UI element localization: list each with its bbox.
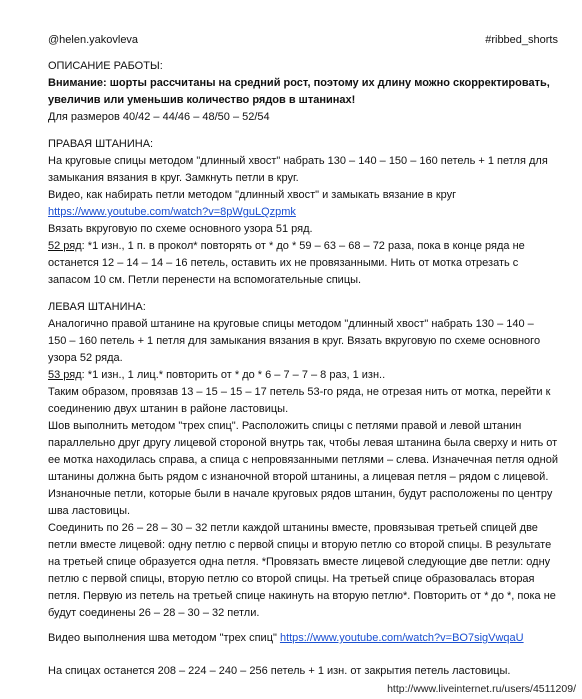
warning-line-2: увеличив или уменьшив количество рядов в штанинах! — [48, 94, 356, 106]
sizes-line: Для размеров 40/42 – 44/46 – 48/50 – 52/54 — [48, 111, 270, 123]
warning-line-1: Внимание: шорты рассчитаны на средний рост, поэтому их длину можно скорректировать, — [48, 77, 550, 89]
right-leg-row-52 — [48, 239, 525, 253]
row-52-text: : *1 изн., 1 п. в прокол* повторять от * до * 59 – 63 – 68 – 72 раза, пока в конце ряда не — [81, 240, 525, 252]
seam-line-1: Шов выполнить методом "трех спиц". Расположить спицы с петлями правой и левой штанин — [48, 420, 522, 432]
seam-line-12: будут соединены 26 – 28 – 30 – 32 петли. — [48, 607, 260, 619]
seam-line-3: ее мотка находилась справа, а спица с непровязанными петлями – слева. Изначечная петля одной — [48, 454, 559, 466]
description-heading: ОПИСАНИЕ РАБОТЫ: — [48, 60, 163, 72]
right-leg-line-7: останется 12 – 14 – 14 – 16 петель, оставить их не провязанными. Нить от мотка отрезать с — [48, 257, 519, 269]
left-leg-heading: ЛЕВАЯ ШТАНИНА: — [48, 301, 146, 313]
row-53-text: : *1 изн., 1 лиц.* повторить от * до * 6 – 7 – 7 – 8 раз, 1 изн.. — [81, 369, 386, 381]
seam-line-9: на третьей спице образуется одна петля. *Провязать вместе лицевой следующие две петли: одну — [48, 556, 551, 568]
author-handle: @helen.yakovleva — [48, 34, 139, 46]
right-leg-line-5: Вязать вкруговую по схеме основного узора 51 ряд. — [48, 223, 313, 235]
seam-line-7: Соединить по 26 – 28 – 30 – 32 петли каждой штанины вместе, провязывая третьей спицей две — [48, 522, 538, 534]
seam-line-5: Изнаночные петли, которые были в начале круговых рядов штанин, будут расположены по центру — [48, 488, 553, 500]
left-leg-line-3: узора 52 ряда. — [48, 352, 123, 364]
right-leg-line-3: Видео, как набирать петли методом "длинный хвост" и замыкать вязание в круг — [48, 189, 457, 201]
seam-line-2: параллельно друг другу лицевой стороной внутрь так, чтобы левая штанина была сверху и нить от — [48, 437, 558, 449]
seam-line-11: петля. Первую из петель на третьей спице накинуть на вторую петлю*. Повторить от * до *, пока не — [48, 590, 556, 602]
right-leg-line-2: замыкания вязания в круг. Замкнуть петли в круг. — [48, 172, 299, 184]
seam-line-4: штанины должна быть рядом с изнаночной второй штанины, а лицевая петля – рядом с лицевой. — [48, 471, 549, 483]
seam-video-text: Видео выполнения шва методом "трех спиц" — [48, 632, 280, 644]
left-leg-line-2: 150 – 160 петель + 1 петля для замыкания вязания в круг. Вязать вкруговую по схеме основного — [48, 335, 541, 347]
seam-line-10: петлю с первой спицы, вторую петлю со второй спицы. На третьей спице образовалась вторая — [48, 573, 535, 585]
left-leg-line-5: Таким образом, провязав 13 – 15 – 15 – 17 петель 53-го ряда, не отрезая нить от мотка, перейти к — [48, 386, 551, 398]
final-stitch-count: На спицах останется 208 – 224 – 240 – 256 петель + 1 изн. от закрытия петель ластовицы. — [48, 665, 511, 677]
row-52-label: 52 ряд — [48, 240, 82, 252]
left-leg-line-1: Аналогично правой штанине на круговые спицы методом "длинный хвост" набрать 130 – 140 – — [48, 318, 534, 330]
seam-line-8: петли вместе лицевой: одну петлю с первой спицы и вторую петлю со второй спицы. В результате — [48, 539, 552, 551]
left-leg-row-53 — [48, 368, 385, 382]
row-53-label: 53 ряд — [48, 369, 82, 381]
seam-video-line — [48, 631, 524, 645]
watermark-url: http://www.liveinternet.ru/users/4511209/ — [387, 683, 576, 695]
seam-video-link[interactable]: https://www.youtube.com/watch?v=BO7sigVwqaU — [279, 632, 524, 644]
right-leg-line-1: На круговые спицы методом "длинный хвост" набрать 130 – 140 – 150 – 160 петель + 1 петля для — [48, 155, 548, 167]
right-leg-video-link[interactable]: https://www.youtube.com/watch?v=8pWguLQzpmk — [48, 206, 296, 218]
hashtag: #ribbed_shorts — [485, 34, 558, 46]
right-leg-line-8: запасом 10 см. Петли перенести на вспомогательные спицы. — [48, 274, 362, 286]
right-leg-heading: ПРАВАЯ ШТАНИНА: — [48, 138, 154, 150]
seam-line-6: шва ластовицы. — [48, 505, 131, 517]
left-leg-line-6: соединению двух штанин в районе ластовицы. — [48, 403, 289, 415]
